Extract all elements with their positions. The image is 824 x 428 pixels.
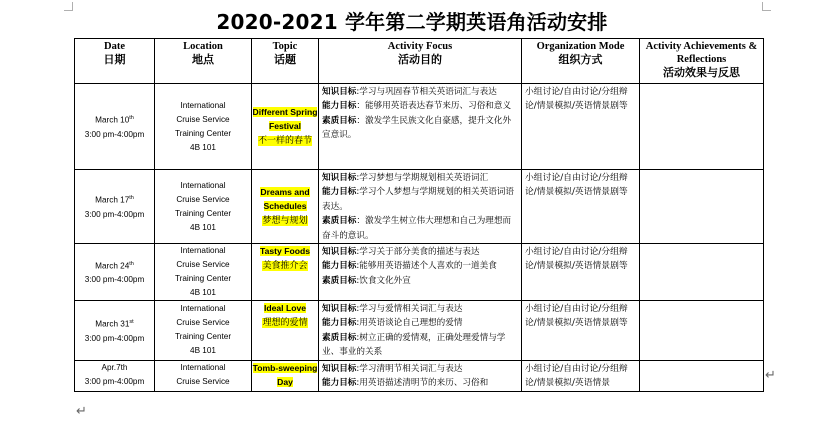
activity-focus-cell: 知识目标:学习清明节相关词汇与表达 能力目标:用英语描述清明节的来历、习俗和 bbox=[319, 360, 522, 391]
reflection-cell bbox=[640, 360, 764, 391]
reflection-cell bbox=[640, 244, 764, 301]
column-header-activity-focus: Activity Focus 活动目的 bbox=[319, 39, 522, 84]
column-header-location: Location 地点 bbox=[155, 39, 252, 84]
date-cell: March 31st 3:00 pm-4:00pm bbox=[75, 301, 155, 361]
topic-english: Tasty Foods bbox=[260, 246, 310, 257]
header-row bbox=[75, 39, 764, 84]
table-row bbox=[75, 170, 764, 244]
activity-focus-cell: 知识目标:学习与爱情相关词汇与表达 能力目标:用英语谈论自己理想的爱情 素质目标:树立正确的爱情观，正确处理爱情与学业、事业的关系 bbox=[319, 301, 522, 361]
topic-chinese: 美食推介会 bbox=[262, 261, 308, 272]
organization-cell: 小组讨论/自由讨论/分组辩论/情景模拟/英语情景剧等 bbox=[522, 244, 640, 301]
reflection-cell bbox=[640, 170, 764, 244]
reflection-cell bbox=[640, 84, 764, 170]
location-cell: International Cruise Service bbox=[155, 360, 252, 391]
topic-english: Ideal Love bbox=[263, 303, 307, 314]
topic-english: Dreams and Schedules bbox=[260, 187, 310, 212]
column-header-date: Date 日期 bbox=[75, 39, 155, 84]
paragraph-mark: ↵ bbox=[76, 404, 87, 419]
location-cell: International Cruise Service Training Center 4B 101 bbox=[155, 301, 252, 361]
column-header-organization-mode: Organization Mode 组织方式 bbox=[522, 39, 640, 84]
paragraph-mark: ↵ bbox=[765, 368, 776, 383]
column-header-achievements: Activity Achievements & Reflections 活动效果与反思 bbox=[640, 39, 764, 84]
topic-cell bbox=[252, 84, 319, 170]
reflection-cell bbox=[640, 301, 764, 361]
location-cell: International Cruise Service Training Center 4B 101 bbox=[155, 170, 252, 244]
topic-chinese: 理想的爱情 bbox=[262, 318, 308, 329]
activity-focus-cell: 知识目标:学习关于部分美食的描述与表达 能力目标:能够用英语描述个人喜欢的一道美食 素质目标:饮食文化外宣 bbox=[319, 244, 522, 301]
activity-focus-cell: 知识目标:学习与巩固春节相关英语词汇与表达 能力目标：能够用英语表达春节来历、习俗和意义 素质目标：激发学生民族文化自豪感，提升文化外宣意识。 bbox=[319, 84, 522, 170]
date-cell: Apr.7th 3:00 pm-4:00pm bbox=[75, 360, 155, 391]
topic-english: Different Spring Festival bbox=[252, 107, 318, 131]
date-cell: March 24th 3:00 pm-4:00pm bbox=[75, 244, 155, 301]
topic-cell bbox=[252, 360, 319, 391]
organization-cell: 小组讨论/自由讨论/分组辩论/情景模拟/英语情景剧等 bbox=[522, 301, 640, 361]
topic-cell bbox=[252, 170, 319, 244]
schedule-table bbox=[74, 38, 764, 392]
organization-cell: 小组讨论/自由讨论/分组辩论/情景模拟/英语情景剧等 bbox=[522, 170, 640, 244]
table-row bbox=[75, 84, 764, 170]
topic-english: Tomb-sweeping Day bbox=[252, 362, 318, 387]
table-row bbox=[75, 244, 764, 301]
table-row bbox=[75, 301, 764, 361]
topic-chinese: 梦想与规划 bbox=[262, 216, 308, 227]
date-cell: March 10th 3:00 pm-4:00pm bbox=[75, 84, 155, 170]
topic-cell bbox=[252, 244, 319, 301]
date-cell: March 17th 3:00 pm-4:00pm bbox=[75, 170, 155, 244]
table-row bbox=[75, 360, 764, 391]
topic-cell bbox=[252, 301, 319, 361]
page-title: 2020-2021 学年第二学期英语角活动安排 bbox=[216, 10, 608, 34]
topic-chinese: 不一样的春节 bbox=[257, 136, 312, 146]
location-cell: International Cruise Service Training Center 4B 101 bbox=[155, 84, 252, 170]
activity-focus-cell: 知识目标:学习梦想与学期规划相关英语词汇 能力目标:学习个人梦想与学期规划的相关英语词语表达。 素质目标：激发学生树立伟大理想和自己为理想而奋斗的意识。 bbox=[319, 170, 522, 244]
location-cell: International Cruise Service Training Center 4B 101 bbox=[155, 244, 252, 301]
organization-cell: 小组讨论/自由讨论/分组辩论/情景模拟/英语情景剧等 bbox=[522, 84, 640, 170]
column-header-topic: Topic 话题 bbox=[252, 39, 319, 84]
organization-cell: 小组讨论/自由讨论/分组辩论/情景模拟/英语情景 bbox=[522, 360, 640, 391]
